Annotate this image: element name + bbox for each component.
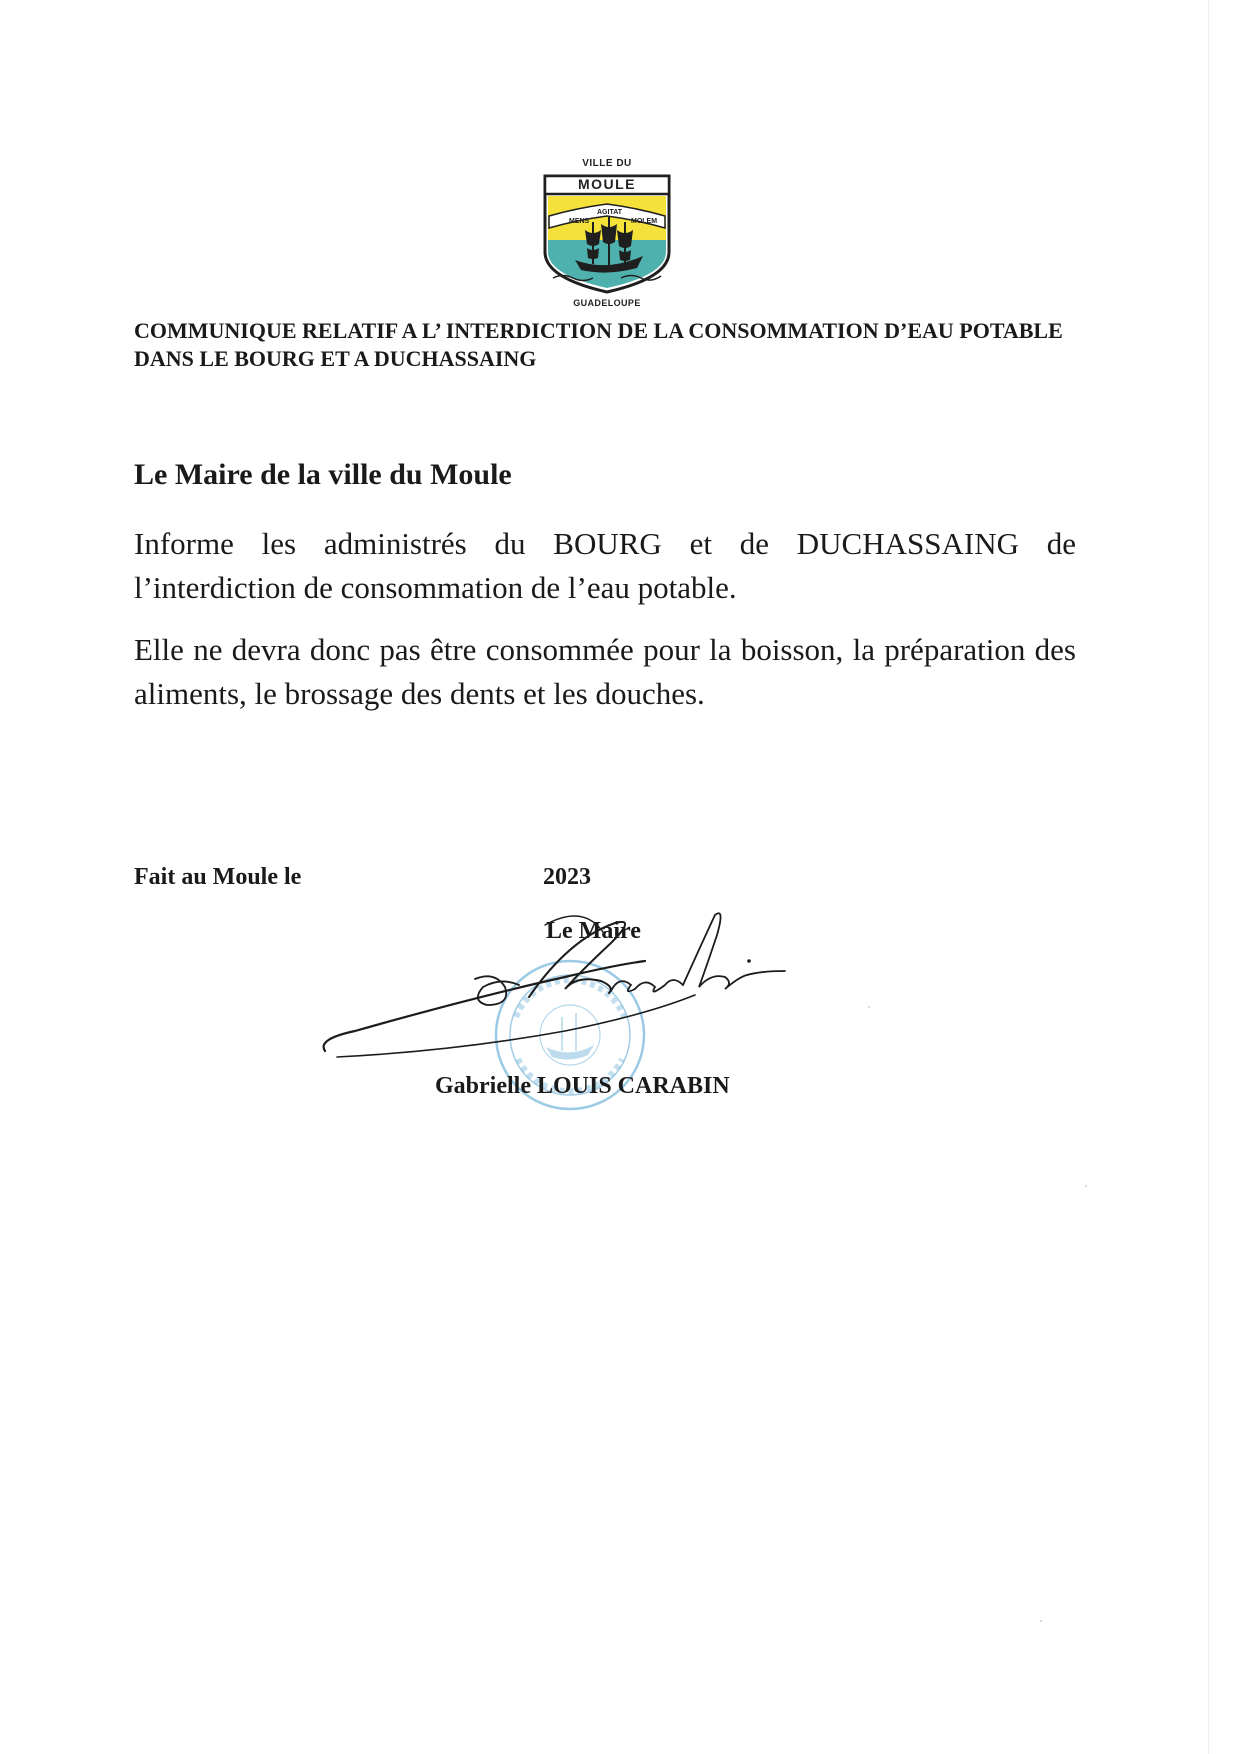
scan-speck	[1085, 1185, 1087, 1187]
crest-name: MOULE	[577, 176, 637, 192]
crest-motto-word-1: MENS	[569, 218, 590, 225]
signatory-name: Gabrielle LOUIS CARABIN	[435, 1073, 730, 1099]
crest-bottom-text: GUADELOUPE	[573, 298, 641, 308]
crest-top-text: VILLE DU	[582, 158, 632, 169]
page-edge-line	[1208, 0, 1209, 1754]
place-date-label: Fait au Moule le	[134, 864, 302, 890]
signatory-role: Le Maire	[546, 918, 641, 944]
crest-motto-word-2: AGITAT	[597, 209, 623, 216]
scan-speck	[868, 1006, 870, 1008]
body-paragraph: Informe les administrés du BOURG et de DUCHASSAING de l’interdiction de consommation de l’eau potable.	[134, 526, 1076, 605]
issuer-heading: Le Maire de la ville du Moule	[134, 458, 512, 491]
town-crest	[538, 158, 676, 310]
body-paragraph: Elle ne devra donc pas être consommée pour la boisson, la préparation des aliments, le brossage des dents et les douches.	[134, 632, 1076, 711]
crest-shield-icon	[541, 174, 673, 294]
crest-motto-word-3: MOLEM	[631, 218, 658, 225]
date-year: 2023	[543, 864, 591, 890]
document-title: COMMUNIQUE RELATIF A L’ INTERDICTION DE LA CONSOMMATION D’EAU POTABLE DANS LE BOURG ET A DUCHASSAING	[134, 318, 1063, 371]
scan-speck	[1040, 1620, 1042, 1622]
handwritten-signature	[315, 905, 855, 1085]
